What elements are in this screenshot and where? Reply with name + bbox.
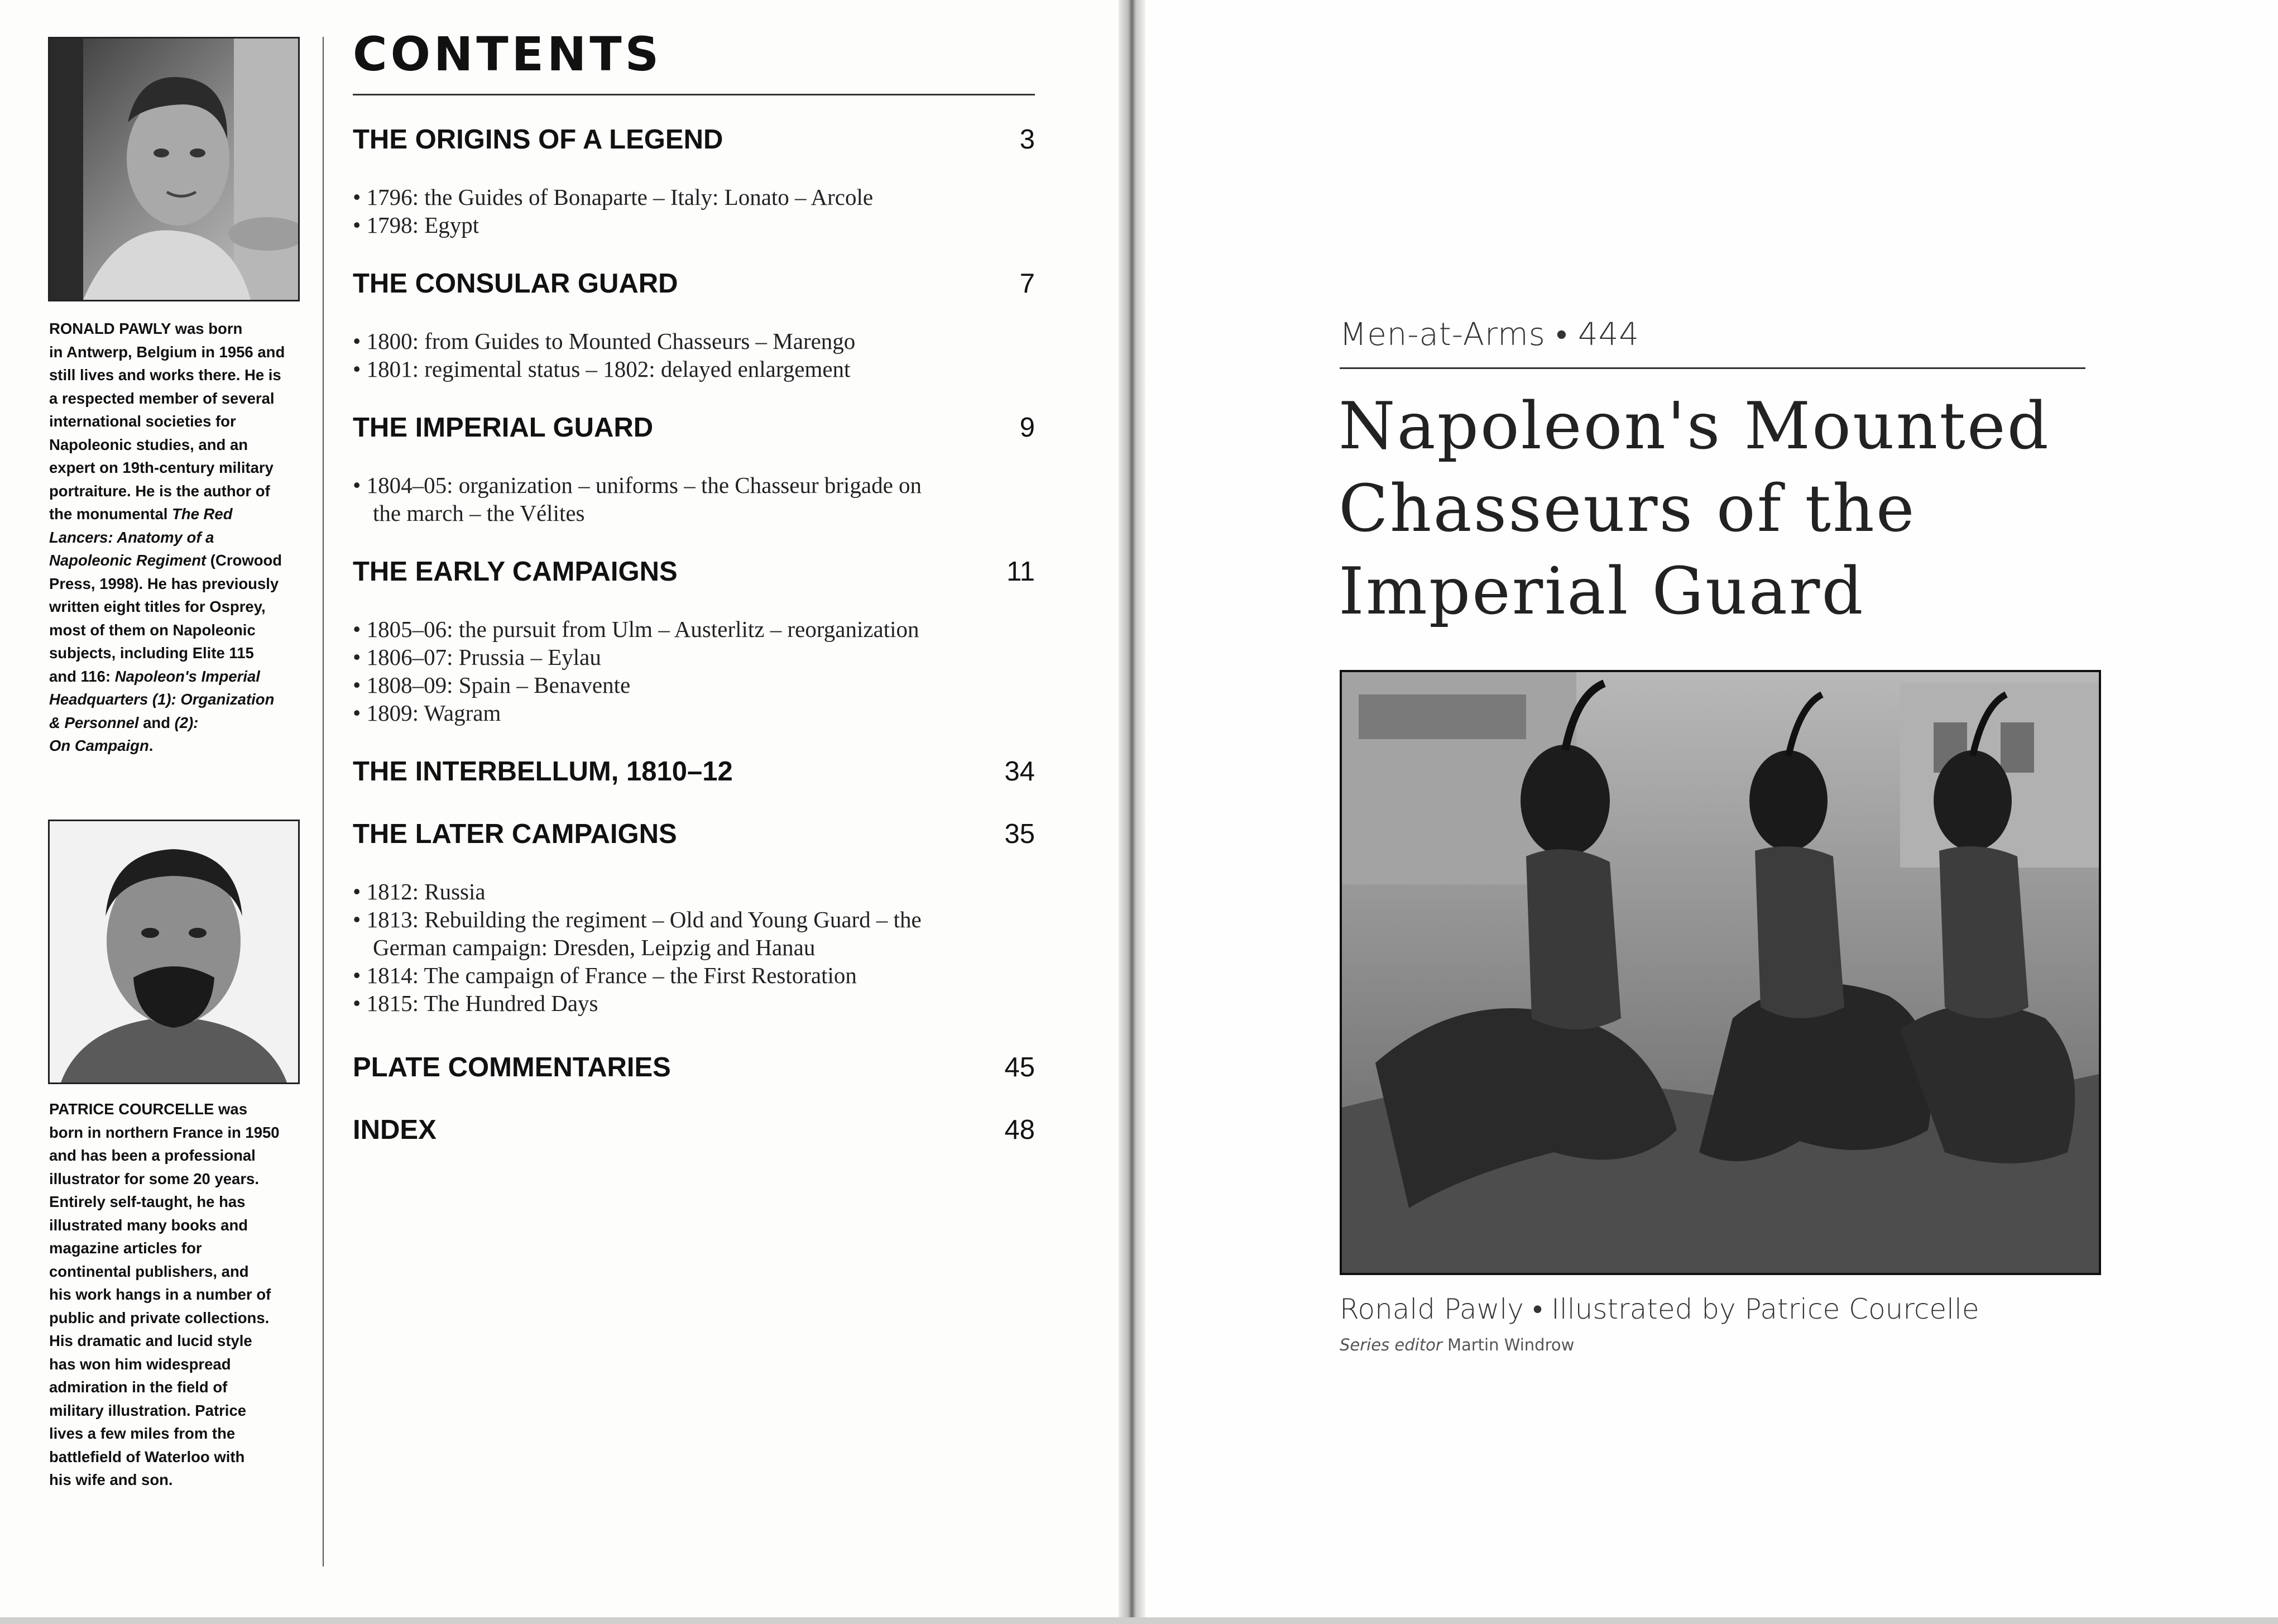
toc-entry xyxy=(353,556,1035,590)
toc-entry xyxy=(353,1052,1035,1085)
bio-book-title: The Red xyxy=(172,505,233,523)
bio-line xyxy=(49,502,306,526)
toc-entry-page: 48 xyxy=(1004,1115,1035,1145)
bio-line xyxy=(49,711,306,735)
bio-line: Lancers: Anatomy of a xyxy=(49,528,214,546)
toc-subitem: • 1813: Rebuilding the regiment – Old and Young Guard – the xyxy=(353,907,922,932)
bio-line: admiration in the field of xyxy=(49,1378,228,1396)
toc-entry-title: PLATE COMMENTARIES xyxy=(353,1052,671,1082)
book-title-line: Chasseurs of the xyxy=(1339,471,1916,547)
toc-subitem: • 1800: from Guides to Mounted Chasseurs – Marengo xyxy=(353,328,856,354)
toc-entry xyxy=(353,818,1035,852)
book-title xyxy=(1339,385,2050,633)
book-title-line: Imperial Guard xyxy=(1339,554,1865,629)
toc-subitem: • 1814: The campaign of France – the First Restoration xyxy=(353,962,857,988)
series-label: Men-at-Arms • 444 xyxy=(1340,317,1639,353)
bio-line: public and private collections. xyxy=(49,1309,270,1326)
series-editor xyxy=(1340,1335,1574,1354)
toc-entry xyxy=(353,412,1035,445)
bio-line: illustrated many books and xyxy=(49,1216,248,1234)
contents-rule xyxy=(353,94,1035,95)
series-editor-name: Martin Windrow xyxy=(1447,1335,1575,1354)
author-photo xyxy=(48,37,300,301)
bio-line: his work hangs in a number of xyxy=(49,1286,271,1303)
bio-line xyxy=(49,665,306,688)
bio-line: Napoleonic studies, and an xyxy=(49,435,248,453)
toc-entry-page: 7 xyxy=(1019,269,1035,299)
bio-line: Entirely self-taught, he has xyxy=(49,1193,246,1210)
bio-line: written eight titles for Osprey, xyxy=(49,598,266,615)
toc-subitem: • 1808–09: Spain – Benavente xyxy=(353,672,631,698)
book-gutter xyxy=(1119,0,1145,1624)
book-title-line: Napoleon's Mounted xyxy=(1339,389,2050,464)
contents-heading: CONTENTS xyxy=(353,27,663,82)
toc-entry-title: THE ORIGINS OF A LEGEND xyxy=(353,124,723,155)
toc-entry-page: 9 xyxy=(1019,413,1035,443)
bio-line: illustrator for some 20 years. xyxy=(49,1170,259,1187)
toc-subitem: • 1801: regimental status – 1802: delayed enlargement xyxy=(353,356,851,382)
bio-line: His dramatic and lucid style xyxy=(49,1332,252,1349)
toc-subitem: German campaign: Dresden, Leipzig and Hanau xyxy=(373,935,816,960)
toc-subitem: • 1809: Wagram xyxy=(353,700,501,726)
bio-text: . xyxy=(148,737,154,754)
bio-book-title: Napoleon's Imperial xyxy=(114,667,260,685)
bio-line: has won him widespread xyxy=(49,1355,231,1373)
bio-line: subjects, including Elite 115 xyxy=(49,644,254,662)
bio-line: a respected member of several xyxy=(49,389,275,407)
toc-entry-title: THE IMPERIAL GUARD xyxy=(353,413,654,443)
bio-text: and 116: xyxy=(49,667,115,685)
bio-line: RONALD PAWLY was born xyxy=(49,320,243,337)
toc-entry-page: 34 xyxy=(1004,756,1035,787)
column-divider xyxy=(323,37,324,1566)
bio-line: still lives and works there. He is xyxy=(49,366,281,384)
bio-text: and xyxy=(138,713,175,731)
toc-entry xyxy=(353,1114,1035,1148)
bottom-edge xyxy=(0,1617,2278,1624)
bio-line: continental publishers, and xyxy=(49,1262,249,1280)
bio-line: in Antwerp, Belgium in 1956 and xyxy=(49,343,285,361)
byline: Ronald Pawly • Illustrated by Patrice Courcelle xyxy=(1340,1293,1979,1325)
toc-entry-page: 35 xyxy=(1004,819,1035,849)
left-page xyxy=(0,0,1128,1624)
bio-line: his wife and son. xyxy=(49,1471,173,1488)
toc-entry xyxy=(353,756,1035,789)
illustrator-bio xyxy=(49,1098,306,1492)
toc-entry xyxy=(353,124,1035,157)
toc-entry-title: THE EARLY CAMPAIGNS xyxy=(353,557,678,587)
toc-subitem: • 1796: the Guides of Bonaparte – Italy: Lonato – Arcole xyxy=(353,184,874,210)
bio-line: magazine articles for xyxy=(49,1239,202,1257)
bio-line: most of them on Napoleonic xyxy=(49,621,256,639)
bio-line: lives a few miles from the xyxy=(49,1425,236,1442)
bio-book-title: Napoleonic Regiment xyxy=(49,552,207,569)
bio-line: born in northern France in 1950 xyxy=(49,1123,280,1141)
bio-book-title: (2): xyxy=(174,713,199,731)
bio-line: PATRICE COURCELLE was xyxy=(49,1100,247,1118)
toc-entry-page: 3 xyxy=(1019,124,1035,155)
series-editor-label: Series editor xyxy=(1340,1335,1442,1354)
bio-line: military illustration. Patrice xyxy=(49,1401,247,1419)
bio-text: the monumental xyxy=(49,505,172,523)
toc-entry-title: INDEX xyxy=(353,1115,437,1145)
author-bio xyxy=(49,317,306,758)
bio-book-title: & Personnel xyxy=(49,713,139,731)
bio-text: (Crowood xyxy=(206,552,282,569)
illustrator-photo xyxy=(48,820,300,1084)
cover-illustration xyxy=(1340,670,2101,1275)
toc-entry-title: THE CONSULAR GUARD xyxy=(353,269,678,299)
bio-line xyxy=(49,549,306,572)
toc-entry-page: 11 xyxy=(1006,557,1035,587)
toc-subitem: • 1804–05: organization – uniforms – the Chasseur brigade on xyxy=(353,472,922,498)
toc-subitem: • 1805–06: the pursuit from Ulm – Austerlitz – reorganization xyxy=(353,616,919,642)
toc-subitem: the march – the Vélites xyxy=(373,500,585,526)
bio-line: portraiture. He is the author of xyxy=(49,482,270,500)
bio-line: battlefield of Waterloo with xyxy=(49,1448,245,1465)
toc-subitem: • 1812: Russia xyxy=(353,879,486,904)
toc-subitem: • 1806–07: Prussia – Eylau xyxy=(353,644,601,670)
bio-line: and has been a professional xyxy=(49,1147,256,1164)
bio-line xyxy=(49,734,306,758)
toc-entry-page: 45 xyxy=(1004,1052,1035,1082)
series-rule xyxy=(1340,367,2085,369)
bio-line: Headquarters (1): Organization xyxy=(49,691,275,708)
toc-entry xyxy=(353,268,1035,301)
toc-entry-title: THE INTERBELLUM, 1810–12 xyxy=(353,756,733,787)
toc-subitem: • 1798: Egypt xyxy=(353,212,479,238)
bio-line: expert on 19th-century military xyxy=(49,459,274,476)
toc-subitem: • 1815: The Hundred Days xyxy=(353,990,598,1016)
toc-entry-title: THE LATER CAMPAIGNS xyxy=(353,819,677,849)
bio-line: Press, 1998). He has previously xyxy=(49,574,279,592)
bio-line: international societies for xyxy=(49,413,236,430)
bio-book-title: On Campaign xyxy=(49,737,149,754)
